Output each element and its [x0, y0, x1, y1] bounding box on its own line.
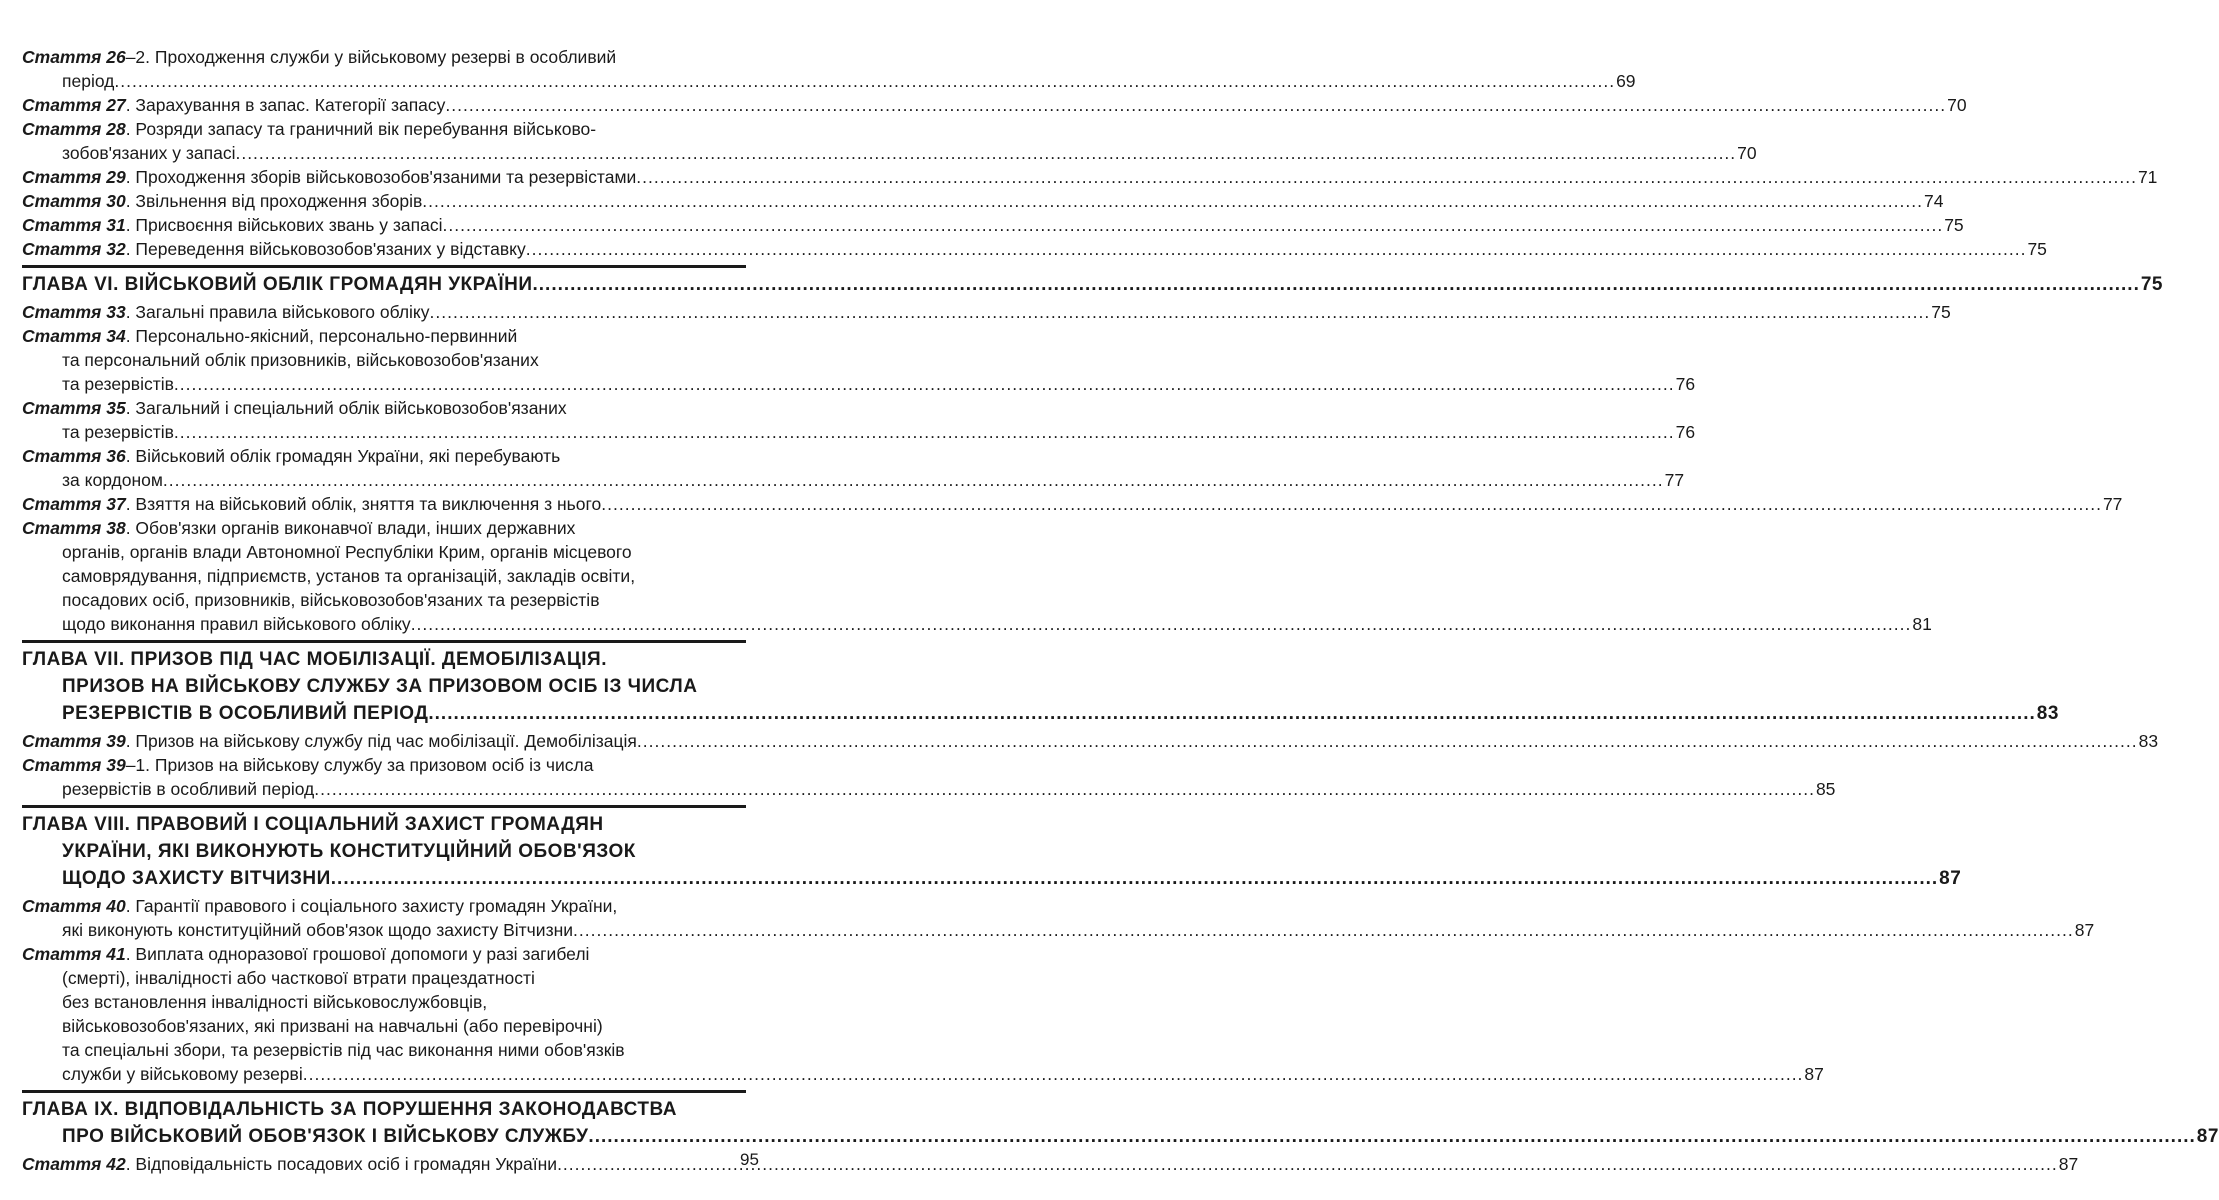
article-title: . Персонально-якісний, персонально-первинний: [125, 326, 518, 346]
article-label: Стаття 37: [22, 494, 126, 514]
entry-line: [22, 753, 746, 777]
entry-continuation: посадових осіб, призовників, військовозобов'язаних та резервістів: [62, 590, 600, 610]
page-ref: 75: [2140, 274, 2163, 295]
dot-leader: [174, 372, 1675, 396]
article-entry: [22, 516, 1932, 636]
entry-continuation: та резервістів: [62, 374, 174, 394]
article-title: . Виплата одноразової грошової допомоги у разі загибелі: [125, 944, 590, 964]
entry-line: [22, 348, 746, 372]
entry-line: [22, 942, 746, 966]
entry-continuation: служби у військовому резерві: [62, 1064, 303, 1084]
article-label: Стаття 27: [22, 95, 126, 115]
article-entry: [22, 753, 1836, 801]
entry-line: [22, 990, 746, 1014]
article-title: . Призов на військову службу під час мобілізації. Демобілізація: [125, 731, 637, 751]
article-entry: [22, 492, 2123, 516]
chapter-entry: [22, 805, 1962, 892]
article-entry: [22, 324, 1696, 396]
article-entry: [22, 300, 1951, 324]
chapter-title: ГЛАВА IX. ВІДПОВІДАЛЬНІСТЬ ЗА ПОРУШЕННЯ ЗАКОНОДАВСТВА: [22, 1099, 677, 1120]
chapter-entry: [22, 265, 2163, 298]
dot-leader: [235, 141, 1736, 165]
article-entry: [22, 237, 2047, 261]
article-title: . Розряди запасу та граничний вік перебування військово-: [125, 119, 597, 139]
article-label: Стаття 40: [22, 896, 126, 916]
article-entry: [22, 942, 1824, 1086]
page-ref: 76: [1675, 422, 1696, 442]
article-title: . Загальні правила військового обліку: [125, 302, 430, 322]
entry-continuation: органів, органів влади Автономної Республіки Крим, органів місцевого: [62, 542, 632, 562]
entry-continuation: (смерті), інвалідності або часткової втрати працездатності: [62, 968, 535, 988]
dot-leader: [303, 1062, 1804, 1086]
article-label: Стаття 30: [22, 191, 126, 211]
chapter-title: ГЛАВА VII. ПРИЗОВ ПІД ЧАС МОБІЛІЗАЦІЇ. ДЕМОБІЛІЗАЦІЯ.: [22, 649, 607, 670]
article-title: . Обов'язки органів виконавчої влади, інших державних: [125, 518, 576, 538]
dot-leader: [636, 165, 2137, 189]
entry-line: [22, 612, 1932, 636]
entry-line: [22, 673, 746, 700]
entry-line: [22, 646, 746, 673]
dot-leader: [445, 93, 1946, 117]
article-title: . Загальний і спеціальний облік військовозобов'язаних: [125, 398, 567, 418]
entry-continuation: УКРАЇНИ, ЯКІ ВИКОНУЮТЬ КОНСТИТУЦІЙНИЙ ОБОВ'ЯЗОК: [62, 841, 636, 862]
dot-leader: [532, 271, 2139, 298]
entry-continuation: без встановлення інвалідності військовослужбовців,: [62, 992, 488, 1012]
entry-line: [22, 894, 746, 918]
article-label: Стаття 32: [22, 239, 126, 259]
entry-line: [22, 300, 1951, 324]
entry-continuation: ЩОДО ЗАХИСТУ ВІТЧИЗНИ: [62, 868, 331, 889]
entry-line: [22, 141, 1757, 165]
article-title: . Взяття на військовий облік, зняття та виключення з нього: [125, 494, 602, 514]
page-ref: 87: [2058, 1154, 2079, 1174]
page-ref: 81: [1912, 614, 1932, 634]
article-entry: [22, 45, 1636, 93]
page-ref: 70: [1737, 143, 1757, 163]
article-title: . Відповідальність посадових осіб і громадян України: [125, 1154, 558, 1174]
article-entry: [22, 93, 1967, 117]
entry-line: [22, 468, 1685, 492]
entry-continuation: військовозобов'язаних, які призвані на навчальні (або перевірочні): [62, 1016, 603, 1036]
entry-line: [22, 1096, 746, 1123]
entry-line: [22, 492, 2123, 516]
entry-line: [22, 324, 746, 348]
dot-leader: [430, 300, 1931, 324]
chapter-title: ГЛАВА VIII. ПРАВОВИЙ І СОЦІАЛЬНИЙ ЗАХИСТ ГРОМАДЯН: [22, 814, 604, 835]
page-ref: 71: [2137, 167, 2158, 187]
entry-line: [22, 516, 746, 540]
entry-line: [22, 117, 746, 141]
entry-line: [22, 396, 746, 420]
article-label: Стаття 42: [22, 1154, 126, 1174]
entry-line: [22, 966, 746, 990]
entry-line: [22, 1123, 2219, 1150]
page-ref: 75: [1931, 302, 1951, 322]
dot-leader: [411, 612, 1912, 636]
page-number: 95: [740, 1150, 759, 1169]
article-label: Стаття 31: [22, 215, 126, 235]
entry-continuation: які виконують конституційний обов'язок щодо захисту Вітчизни: [62, 920, 574, 940]
entry-line: [22, 444, 746, 468]
dot-leader: [314, 777, 1815, 801]
entry-line: [22, 1062, 1824, 1086]
entry-continuation: самоврядування, підприємств, установ та організацій, закладів освіти,: [62, 566, 636, 586]
entry-line: [22, 865, 1962, 892]
entry-continuation: резервістів в особливий період: [62, 779, 315, 799]
article-title: . Переведення військовозобов'язаних у відставку: [125, 239, 526, 259]
article-entry: [22, 894, 2095, 942]
article-title: . Присвоєння військових звань у запасі: [125, 215, 443, 235]
article-label: Стаття 36: [22, 446, 126, 466]
entry-continuation: та персональний облік призовників, військовозобов'язаних: [62, 350, 539, 370]
entry-line: [22, 838, 746, 865]
page-ref: 83: [2036, 703, 2059, 724]
entry-line: [22, 700, 2059, 727]
entry-line: [22, 372, 1696, 396]
dot-leader: [163, 468, 1664, 492]
entry-line: [22, 189, 1944, 213]
page-ref: 76: [1675, 374, 1696, 394]
dot-leader: [331, 865, 1938, 892]
article-title: . Військовий облік громадян України, які перебувають: [125, 446, 561, 466]
article-title: . Зарахування в запас. Категорії запасу: [125, 95, 446, 115]
entry-line: [22, 93, 1967, 117]
entry-line: [22, 811, 746, 838]
article-label: Стаття 29: [22, 167, 126, 187]
article-label: Стаття 41: [22, 944, 126, 964]
page-ref: 85: [1815, 779, 1836, 799]
article-title: . Проходження зборів військовозобов'язаними та резервістами: [125, 167, 637, 187]
page-ref: 87: [2196, 1126, 2219, 1147]
article-entry: [22, 213, 1964, 237]
entry-line: [22, 777, 1836, 801]
entry-line: [22, 540, 746, 564]
page-ref: 87: [2074, 920, 2095, 940]
article-entry: [22, 396, 1696, 444]
entry-line: [22, 271, 2163, 298]
dot-leader: [443, 213, 1944, 237]
page-ref: 77: [2102, 494, 2123, 514]
chapter-title: ГЛАВА VI. ВІЙСЬКОВИЙ ОБЛІК ГРОМАДЯН УКРАЇНИ: [22, 274, 533, 295]
entry-line: [22, 165, 2158, 189]
entry-continuation: та спеціальні збори, та резервістів під час виконання ними обов'язків: [62, 1040, 625, 1060]
page-ref: 77: [1664, 470, 1685, 490]
article-entry: [22, 117, 1757, 165]
entry-continuation: період: [62, 71, 115, 91]
article-entry: [22, 444, 1685, 492]
dot-leader: [428, 700, 2035, 727]
entry-line: [22, 1014, 746, 1038]
article-entry: [22, 165, 2158, 189]
entry-continuation: за кордоном: [62, 470, 163, 490]
article-entry: [22, 729, 2159, 753]
dot-leader: [601, 492, 2102, 516]
entry-continuation: ПРО ВІЙСЬКОВИЙ ОБОВ'ЯЗОК І ВІЙСЬКОВУ СЛУЖБУ: [62, 1126, 589, 1147]
dot-leader: [526, 237, 2027, 261]
article-entry: [22, 189, 1944, 213]
entry-continuation: РЕЗЕРВІСТІВ В ОСОБЛИВИЙ ПЕРІОД: [62, 703, 429, 724]
entry-continuation: та резервістів: [62, 422, 174, 442]
dot-leader: [174, 420, 1675, 444]
entry-line: [22, 918, 2095, 942]
page-ref: 87: [1939, 868, 1962, 889]
article-label: Стаття 38: [22, 518, 126, 538]
entry-line: [22, 1038, 746, 1062]
article-label: Стаття 26: [22, 47, 126, 67]
article-label: Стаття 34: [22, 326, 126, 346]
chapter-entry: [22, 640, 2059, 727]
page-ref: 75: [2027, 239, 2047, 259]
article-label: Стаття 39: [22, 755, 126, 775]
article-label: Стаття 35: [22, 398, 126, 418]
entry-continuation: ПРИЗОВ НА ВІЙСЬКОВУ СЛУЖБУ ЗА ПРИЗОВОМ ОСІБ ІЗ ЧИСЛА: [62, 676, 698, 697]
entry-line: [22, 564, 746, 588]
dot-leader: [422, 189, 1923, 213]
article-title: . Гарантії правового і соціального захисту громадян України,: [125, 896, 618, 916]
article-label: Стаття 33: [22, 302, 126, 322]
entry-continuation: щодо виконання правил військового обліку: [62, 614, 411, 634]
page-ref: 75: [1944, 215, 1964, 235]
article-title: –2. Проходження служби у військовому резерві в особливий: [125, 47, 617, 67]
page-ref: 87: [1804, 1064, 1824, 1084]
dot-leader: [588, 1123, 2195, 1150]
entry-line: [22, 729, 2159, 753]
entry-line: [22, 420, 1696, 444]
dot-leader: [637, 729, 2138, 753]
dot-leader: [557, 1152, 2058, 1176]
dot-leader: [114, 69, 1615, 93]
entry-line: [22, 237, 2047, 261]
article-label: Стаття 28: [22, 119, 126, 139]
page-ref: 70: [1947, 95, 1967, 115]
dot-leader: [573, 918, 2074, 942]
entry-line: [22, 588, 746, 612]
article-title: –1. Призов на військову службу за призовом осіб із числа: [125, 755, 594, 775]
page-ref: 69: [1616, 71, 1636, 91]
entry-line: [22, 213, 1964, 237]
chapter-entry: [22, 1090, 2219, 1150]
article-label: Стаття 39: [22, 731, 126, 751]
entry-line: [22, 69, 1636, 93]
entry-continuation: зобов'язаних у запасі: [62, 143, 236, 163]
page-ref: 83: [2138, 731, 2159, 751]
article-title: . Звільнення від проходження зборів: [125, 191, 423, 211]
entry-line: [22, 45, 746, 69]
page-ref: 74: [1923, 191, 1944, 211]
